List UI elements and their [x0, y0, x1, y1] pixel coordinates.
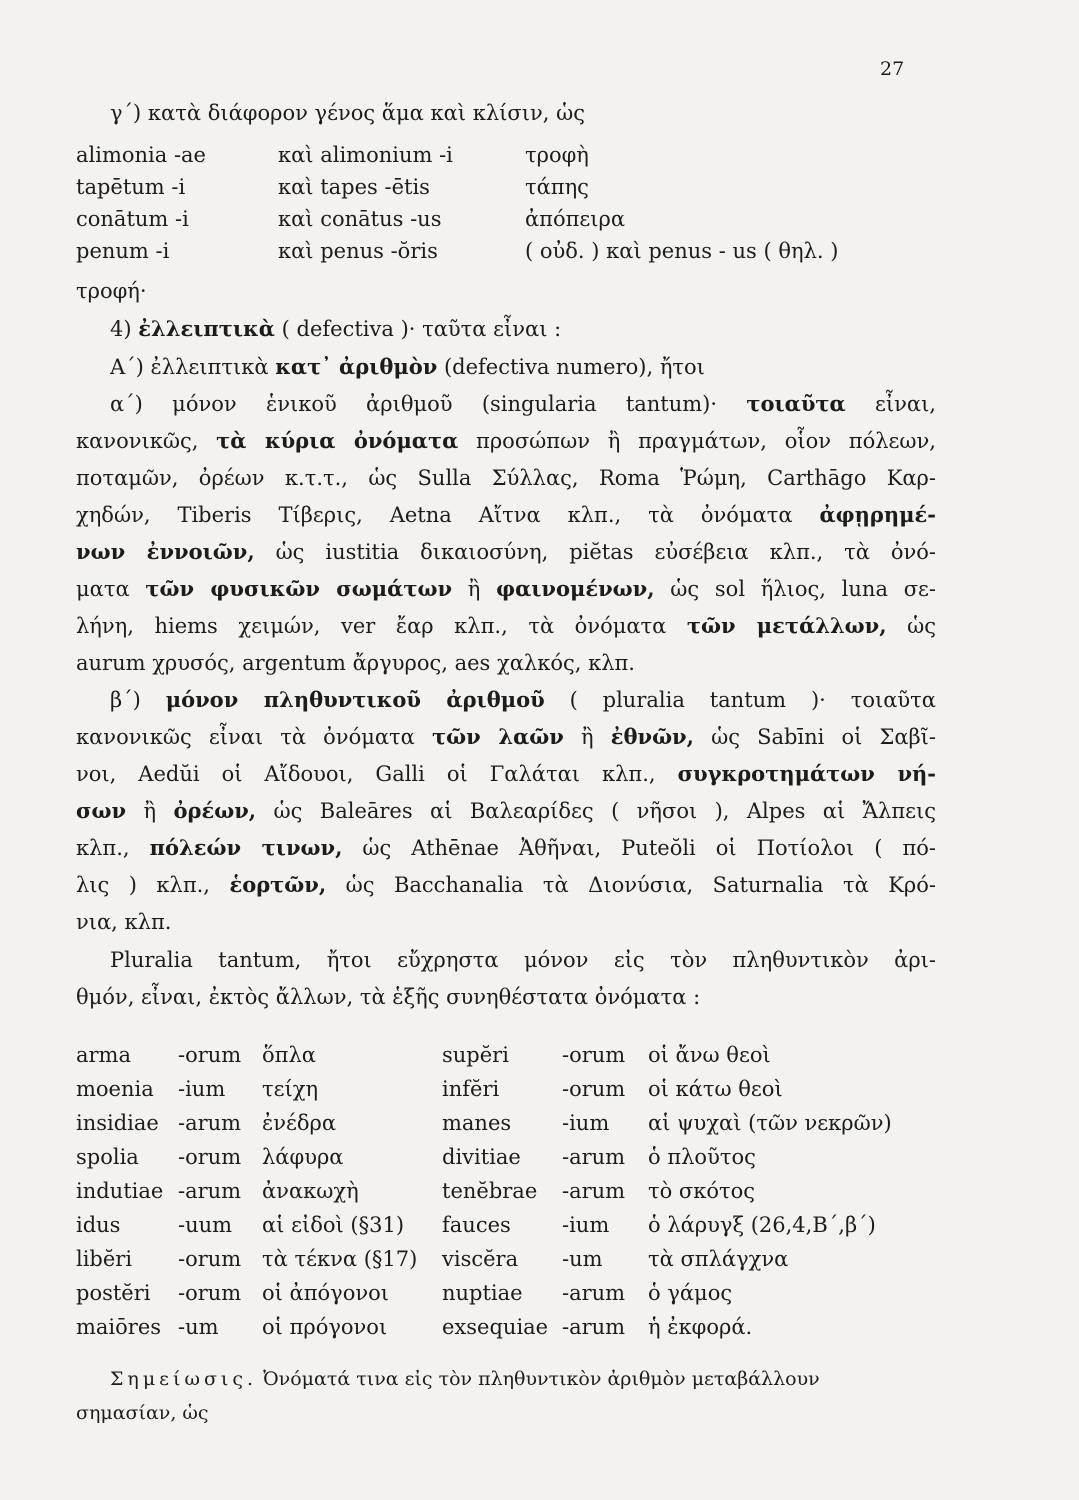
gamma-latin-1: penum -i: [76, 239, 170, 263]
bold-run: τοιαῦτα: [746, 391, 846, 416]
word-greek: τὸ σκότος: [648, 1179, 756, 1203]
table-row: [0, 1176, 1079, 1206]
bold-run: πόλεών τινων,: [149, 835, 343, 860]
word-ending: -arum: [562, 1281, 626, 1305]
bold-run: τῶν μετάλλων,: [686, 613, 887, 638]
text-run: νοι, Aedŭi οἱ Αἴδουοι, Galli οἱ Γαλάται κλπ.,: [76, 762, 656, 786]
word-ending: -orum: [178, 1043, 242, 1067]
word-latin: maiōres: [76, 1315, 162, 1339]
text-run: λις ) κλπ.,: [76, 873, 210, 897]
word-greek: οἱ πρόγονοι: [262, 1315, 388, 1339]
word-greek: ἡ ἐκφορά.: [648, 1315, 753, 1339]
word-ending: -ium: [562, 1111, 610, 1135]
word-latin: postĕri: [76, 1281, 151, 1305]
note-line-1: [110, 1364, 936, 1394]
word-greek: ἀνακωχὴ: [262, 1179, 359, 1203]
word-greek: οἱ ἄνω θεοὶ: [648, 1043, 771, 1067]
word-latin: indutiae: [76, 1179, 164, 1203]
gamma-latin-2: καὶ tapes -ētis: [278, 175, 430, 199]
word-ending: -um: [562, 1247, 603, 1271]
section-number: 4): [110, 317, 132, 341]
word-latin: spolia: [76, 1145, 139, 1169]
section-rest: ( defectiva )· ταῦτα εἶναι :: [281, 317, 562, 341]
word-ending: -arum: [178, 1179, 242, 1203]
beta-line-4: [76, 796, 936, 826]
word-greek: τείχη: [262, 1077, 319, 1101]
gamma-latin-2: καὶ alimonium -i: [278, 143, 453, 167]
beta-line-7: νια, κλπ.: [76, 910, 172, 934]
bold-run: κατ᾽ ἀριθμὸν: [275, 354, 438, 379]
gamma-greek: ( οὐδ. ) καὶ penus - us ( θηλ. ): [525, 239, 839, 263]
gamma-greek: ἀπόπειρα: [525, 207, 626, 231]
note-label: Σημείωσις.: [110, 1368, 258, 1390]
text-run: ἢ: [143, 799, 157, 823]
gamma-latin-2: καὶ penus -ŏris: [278, 239, 438, 263]
bold-run: ἐθνῶν,: [610, 724, 694, 749]
bold-run: νων ἐννοιῶν,: [76, 539, 255, 564]
word-greek: αἱ ψυχαὶ (τῶν νεκρῶν): [648, 1111, 892, 1135]
text-run: προσώπων ἢ πραγμάτων, οἷον πόλεων,: [476, 429, 936, 453]
gamma-latin-1: tapētum -i: [76, 175, 186, 199]
word-greek: αἱ εἰδοὶ (§31): [262, 1213, 405, 1237]
text-run: ἢ: [581, 725, 594, 749]
gamma-greek: τροφὴ: [525, 143, 589, 167]
bold-run: φαινομένων,: [496, 576, 655, 601]
word-greek: λάφυρα: [262, 1145, 344, 1169]
text-run: ὡς Sabīni οἱ Σαβῖ-: [711, 725, 936, 749]
word-latin: infĕri: [442, 1077, 500, 1101]
word-latin: idus: [76, 1213, 121, 1237]
bold-run: ὀρέων,: [173, 798, 257, 823]
word-ending: -orum: [178, 1281, 242, 1305]
bold-run: ἀφῃρημέ-: [819, 502, 936, 527]
word-latin: supĕri: [442, 1043, 509, 1067]
text-run: Α΄) ἐλλειπτικὰ: [110, 355, 269, 379]
word-greek: τὰ σπλάγχνα: [648, 1247, 789, 1271]
table-row: [0, 1040, 1079, 1070]
word-ending: -ium: [562, 1213, 610, 1237]
bold-run: τῶν φυσικῶν σωμάτων: [145, 576, 453, 601]
word-greek: ὅπλα: [262, 1043, 316, 1067]
beta-line-5: [76, 833, 936, 863]
alpha-line-5: [76, 537, 936, 567]
text-run: β΄): [110, 688, 141, 712]
text-run: λήνη, hiems χειμών, ver ἔαρ κλπ., τὰ ὀνόματα: [76, 614, 667, 638]
pluralia-line-1: Pluralia tantum, ἤτοι εὔχρηστα μόνον εἰς τὸν πληθυντικὸν ἀρι-: [110, 948, 936, 972]
table-row: [0, 1108, 1079, 1138]
word-latin: fauces: [442, 1213, 511, 1237]
word-latin: exsequiae: [442, 1315, 549, 1339]
table-row: [0, 1244, 1079, 1274]
word-ending: -arum: [178, 1111, 242, 1135]
word-ending: -orum: [562, 1043, 626, 1067]
note-text: Ὀνόματά τινα εἰς τὸν πληθυντικὸν ἀριθμὸν μεταβάλλουν: [263, 1368, 820, 1390]
text-run: ( pluralia tantum )· τοιαῦτα: [569, 688, 936, 712]
text-run: ὡς Baleāres αἱ Βαλεαρίδες ( νῆσοι ), Alpes αἱ Ἄλπεις: [273, 799, 936, 823]
word-greek: ὁ πλοῦτος: [648, 1145, 756, 1169]
beta-line-6: [76, 870, 936, 900]
bold-run: τῶν λαῶν: [431, 724, 564, 749]
alpha-line-6: [76, 574, 936, 604]
pluralia-line-2: θμόν, εἶναι, ἐκτὸς ἄλλων, τὰ ἑξῆς συνηθέστατα ὀνόματα :: [76, 985, 701, 1009]
beta-line-1: [110, 685, 936, 715]
word-latin: divitiae: [442, 1145, 521, 1169]
word-latin: nuptiae: [442, 1281, 523, 1305]
subsection-a: [110, 352, 936, 382]
gamma-row: [0, 140, 1079, 170]
table-row: [0, 1278, 1079, 1308]
alpha-line-1: [110, 389, 936, 419]
word-latin: manes: [442, 1111, 512, 1135]
word-latin: arma: [76, 1043, 131, 1067]
word-latin: tenĕbrae: [442, 1179, 538, 1203]
word-ending: -uum: [178, 1213, 233, 1237]
note-line-2: σημασίαν, ὡς: [76, 1402, 209, 1424]
word-ending: -ium: [178, 1077, 226, 1101]
gamma-row: [0, 172, 1079, 202]
gamma-latin-1: alimonia -ae: [76, 143, 206, 167]
text-run: κανονικῶς,: [76, 429, 199, 453]
bold-run: μόνον πληθυντικοῦ ἀριθμοῦ: [165, 687, 545, 712]
word-ending: -orum: [178, 1145, 242, 1169]
table-row: [0, 1210, 1079, 1240]
section-title: ἐλλειπτικὰ: [138, 316, 275, 341]
text-run: ἢ: [467, 577, 481, 601]
bold-run: τὰ κύρια ὀνόματα: [216, 428, 459, 453]
word-ending: -orum: [562, 1077, 626, 1101]
alpha-line-7: [76, 611, 936, 641]
section-4-heading: [110, 314, 936, 344]
alpha-line-4: [76, 500, 936, 530]
page-number: 27: [880, 58, 905, 80]
word-greek: ὁ γάμος: [648, 1281, 733, 1305]
alpha-line-2: [76, 426, 936, 456]
text-run: κανονικῶς εἶναι τὰ ὀνόματα: [76, 725, 415, 749]
text-run: ὡς: [907, 614, 936, 638]
bold-run: σων: [76, 798, 127, 823]
word-ending: -arum: [562, 1315, 626, 1339]
bold-run: συγκροτημάτων νή-: [677, 761, 936, 786]
word-latin: libĕri: [76, 1247, 133, 1271]
table-row: [0, 1142, 1079, 1172]
text-run: ματα: [76, 577, 130, 601]
beta-line-2: [76, 722, 936, 752]
word-ending: -arum: [562, 1145, 626, 1169]
alpha-line-3: ποταμῶν, ὀρέων κ.τ.τ., ὡς Sulla Σύλλας, Roma Ῥώμη, Carthāgo Καρ-: [76, 466, 936, 490]
gamma-greek: τάπης: [525, 175, 589, 199]
word-greek: οἱ κάτω θεοὶ: [648, 1077, 783, 1101]
text-run: α΄) μόνον ἑνικοῦ ἀριθμοῦ (singularia tantum)·: [110, 392, 718, 416]
word-ending: -um: [178, 1315, 219, 1339]
text-run: εἶναι,: [875, 392, 936, 416]
text-run: κλπ.,: [76, 836, 130, 860]
text-run: ὡς sol ἥλιος, luna σε-: [670, 577, 936, 601]
beta-line-3: [76, 759, 936, 789]
word-latin: viscĕra: [442, 1247, 519, 1271]
gamma-row: [0, 236, 1079, 266]
table-row: [0, 1312, 1079, 1342]
bold-run: ἑορτῶν,: [229, 872, 327, 897]
word-greek: οἱ ἀπόγονοι: [262, 1281, 390, 1305]
word-ending: -orum: [178, 1247, 242, 1271]
text-run: ὡς Bacchanalia τὰ Διονύσια, Saturnalia τὰ Κρό-: [345, 873, 936, 897]
gamma-heading: γ΄) κατὰ διάφορον γένος ἅμα καὶ κλίσιν, ὡς: [110, 101, 585, 125]
gamma-latin-1: conātum -i: [76, 207, 189, 231]
text-run: (defectiva numero), ἤτοι: [443, 355, 705, 379]
word-greek: ἐνέδρα: [262, 1111, 337, 1135]
text-run: ὡς Athēnae Ἀθῆναι, Puteŏli οἱ Ποτίολοι ( πό-: [362, 836, 936, 860]
word-latin: insidiae: [76, 1111, 159, 1135]
table-row: [0, 1074, 1079, 1104]
word-greek: ὁ λάρυγξ (26,4,Β΄,β΄): [648, 1213, 876, 1237]
alpha-line-8: aurum χρυσός, argentum ἄργυρος, aes χαλκός, κλπ.: [76, 651, 635, 675]
word-latin: moenia: [76, 1077, 154, 1101]
word-greek: τὰ τέκνα (§17): [262, 1247, 418, 1271]
text-run: ὡς iustitia δικαιοσύνη, piĕtas εὐσέβεια κλπ., τὰ ὀνό-: [275, 540, 936, 564]
word-ending: -arum: [562, 1179, 626, 1203]
gamma-row: [0, 204, 1079, 234]
gamma-tail: τροφή·: [76, 279, 147, 303]
gamma-latin-2: καὶ conātus -us: [278, 207, 442, 231]
text-run: χηδών, Tiberis Τίβερις, Aetna Αἴτνα κλπ., τὰ ὀνόματα: [76, 503, 793, 527]
